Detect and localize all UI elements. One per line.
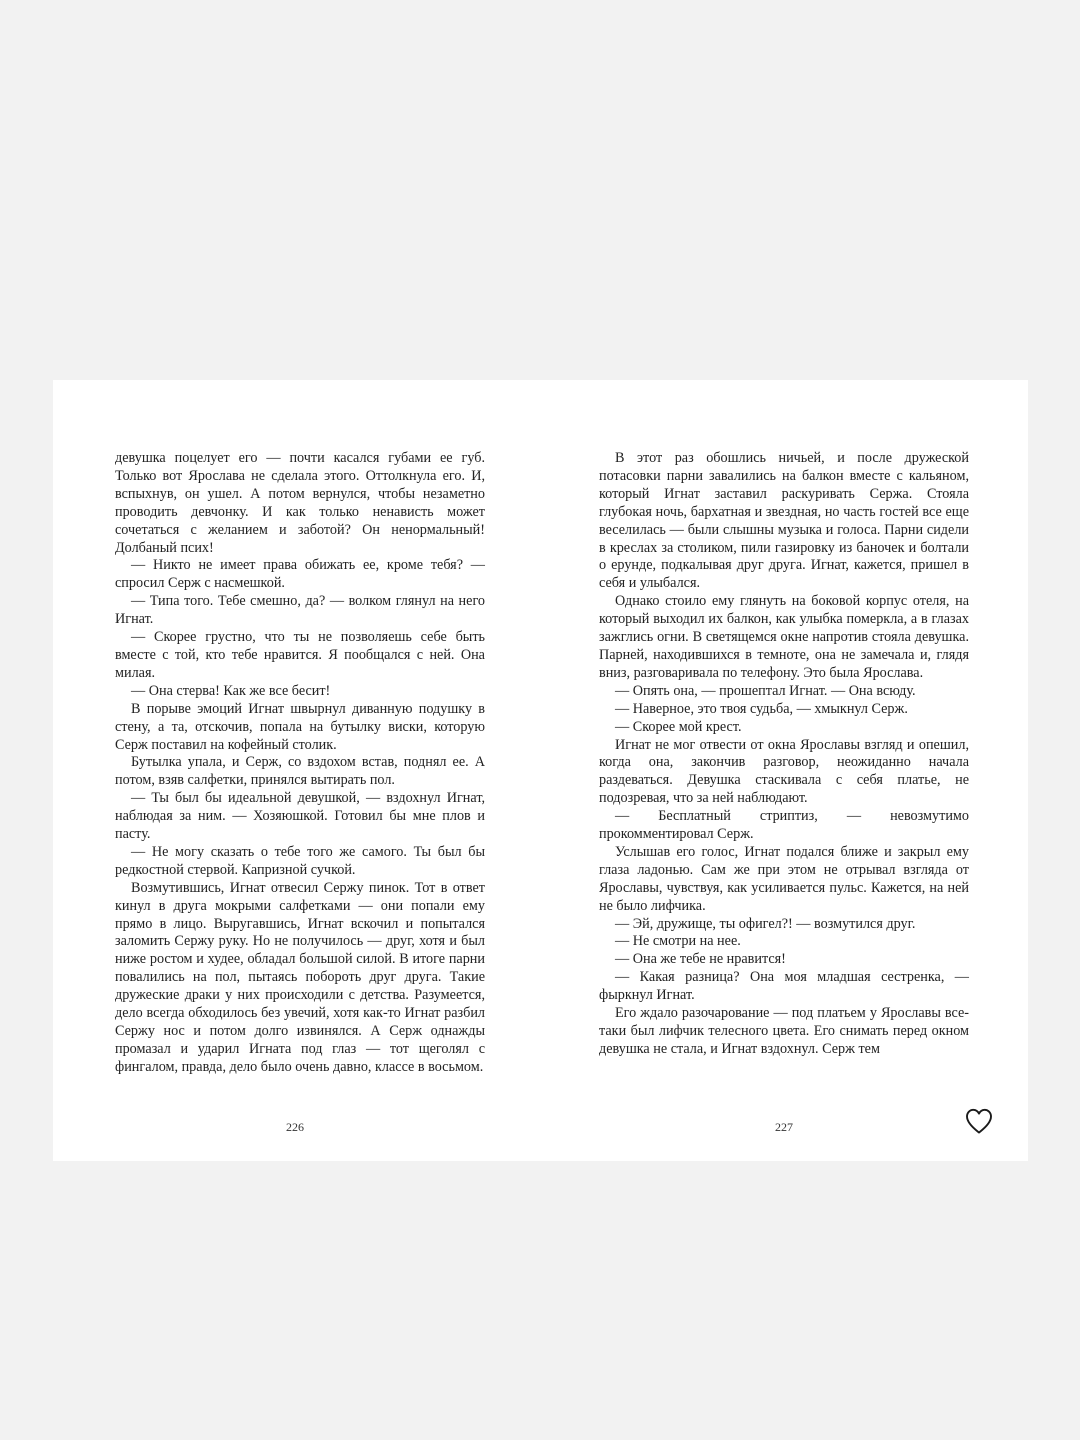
right-page: [599, 450, 969, 1059]
left-page: [115, 450, 485, 1077]
paragraph: — Она же тебе не нравится!: [615, 951, 786, 968]
paragraph: — Не смотри на нее.: [615, 933, 741, 950]
heart-outline-icon[interactable]: [964, 1106, 994, 1136]
paragraph: Услышав его голос, Игнат подался ближе и закрыл ему глаза ладонью. Сам же при этом не отрывал взгляда от Ярославы, чувствуя, как усиливается пульс. Кажется, на ней не было лифчика.: [599, 843, 969, 914]
paragraph: — Типа того. Тебе смешно, да? — волком глянул на него Игнат.: [115, 593, 485, 628]
paragraph: Возмутившись, Игнат отвесил Сержу пинок. Тот в ответ кинул в друга мокрыми салфетками — они попали ему прямо в лицо. Выругавшись, Игнат вскочил и попытался заломить Сержу руку. Но не получилось — друг, хотя и был ниже ростом и худее, обладал большой силой. В итоге парни повалились на пол, пытаясь побороть друг друга. Такие дружеские драки у них происходили с детства. Разумеется, дело всегда обходилось без увечий, хотя как-то Игнат разбил Сержу нос и потом долго извинялся. А Серж однажды промазал и ударил Игната под глаз — тот щеголял с фингалом, правда, дело было очень давно, классе в восьмом.: [115, 879, 485, 1075]
paragraph: Бутылка упала, и Серж, со вздохом встав, поднял ее. А потом, взяв салфетки, принялся вытирать пол.: [115, 754, 485, 789]
paragraph: — Наверное, это твоя судьба, — хмыкнул Серж.: [615, 700, 908, 717]
paragraph: — Никто не имеет права обижать ее, кроме тебя? — спросил Серж с насмешкой.: [115, 557, 485, 592]
paragraph: В этот раз обошлись ничьей, и после дружеской потасовки парни завалились на балкон вместе с кальяном, который Игнат заставил раскуривать Сержа. Стояла глубокая ночь, бархатная и звездная, но часть гостей все еще веселилась — были слышны музыка и голоса. Парни сидели в креслах за столиком, пили газировку из баночек и болтали о ерунде, подкалывая друг друга. Игнат, кажется, пришел в себя и улыбался.: [599, 450, 969, 592]
paragraph: Его ждало разочарование — под платьем у Ярославы все-таки был лифчик телесного цвета. Его снимать перед окном девушка не стала, и Игнат вздохнул. Серж тем: [599, 1005, 969, 1057]
paragraph: — Опять она, — прошептал Игнат. — Она всюду.: [615, 682, 916, 699]
paragraph: девушка поцелует его — почти касался губами ее губ. Только вот Ярослава не сделала этого. Оттолкнула его. И, вспыхнув, он ушел. А потом вернулся, чтобы незаметно проводить девчонку. И как только ненависть может сочетаться с желанием и заботой? Он ненормальный! Долбаный псих!: [115, 450, 485, 556]
paragraph: — Бесплатный стриптиз, — невозмутимо прокомментировал Серж.: [599, 808, 969, 843]
paragraph: — Скорее мой крест.: [615, 718, 742, 735]
paragraph: — Ты был бы идеальной девушкой, — вздохнул Игнат, наблюдая за ним. — Хозяюшкой. Готовил бы мне плов и пасту.: [115, 790, 485, 843]
paragraph: — Она стерва! Как же все бесит!: [131, 682, 331, 699]
paragraph: — Эй, дружище, ты офигел?! — возмутился друг.: [615, 915, 916, 932]
page-number-left: 226: [286, 1120, 304, 1134]
paragraph: — Какая разница? Она моя младшая сестренка, — фыркнул Игнат.: [599, 969, 969, 1004]
paragraph: В порыве эмоций Игнат швырнул диванную подушку в стену, а та, отскочив, попала на бутылку виски, которую Серж поставил на кофейный столик.: [115, 700, 485, 753]
page-number-right: 227: [775, 1120, 793, 1134]
book-spread: [53, 380, 1028, 1161]
paragraph: — Скорее грустно, что ты не позволяешь себе быть вместе с той, кто тебе нравится. Я пообщался с ней. Она милая.: [115, 629, 485, 681]
paragraph: Игнат не мог отвести от окна Ярославы взгляд и опешил, когда она, закончив разговор, неожиданно начала раздеваться. Девушка стаскивала с себя платье, не подозревая, что за ней наблюдают.: [599, 736, 969, 807]
paragraph: Однако стоило ему глянуть на боковой корпус отеля, на который выходил их балкон, как улыбка померкла, а в глазах зажглись огни. В светящемся окне напротив стояла девушка. Парней, находившихся в темноте, она не замечала и, глядя вниз, разговаривала по телефону. Это была Ярослава.: [599, 593, 969, 681]
paragraph: — Не могу сказать о тебе того же самого. Ты был бы редкостной стервой. Капризной сучкой.: [115, 843, 485, 878]
